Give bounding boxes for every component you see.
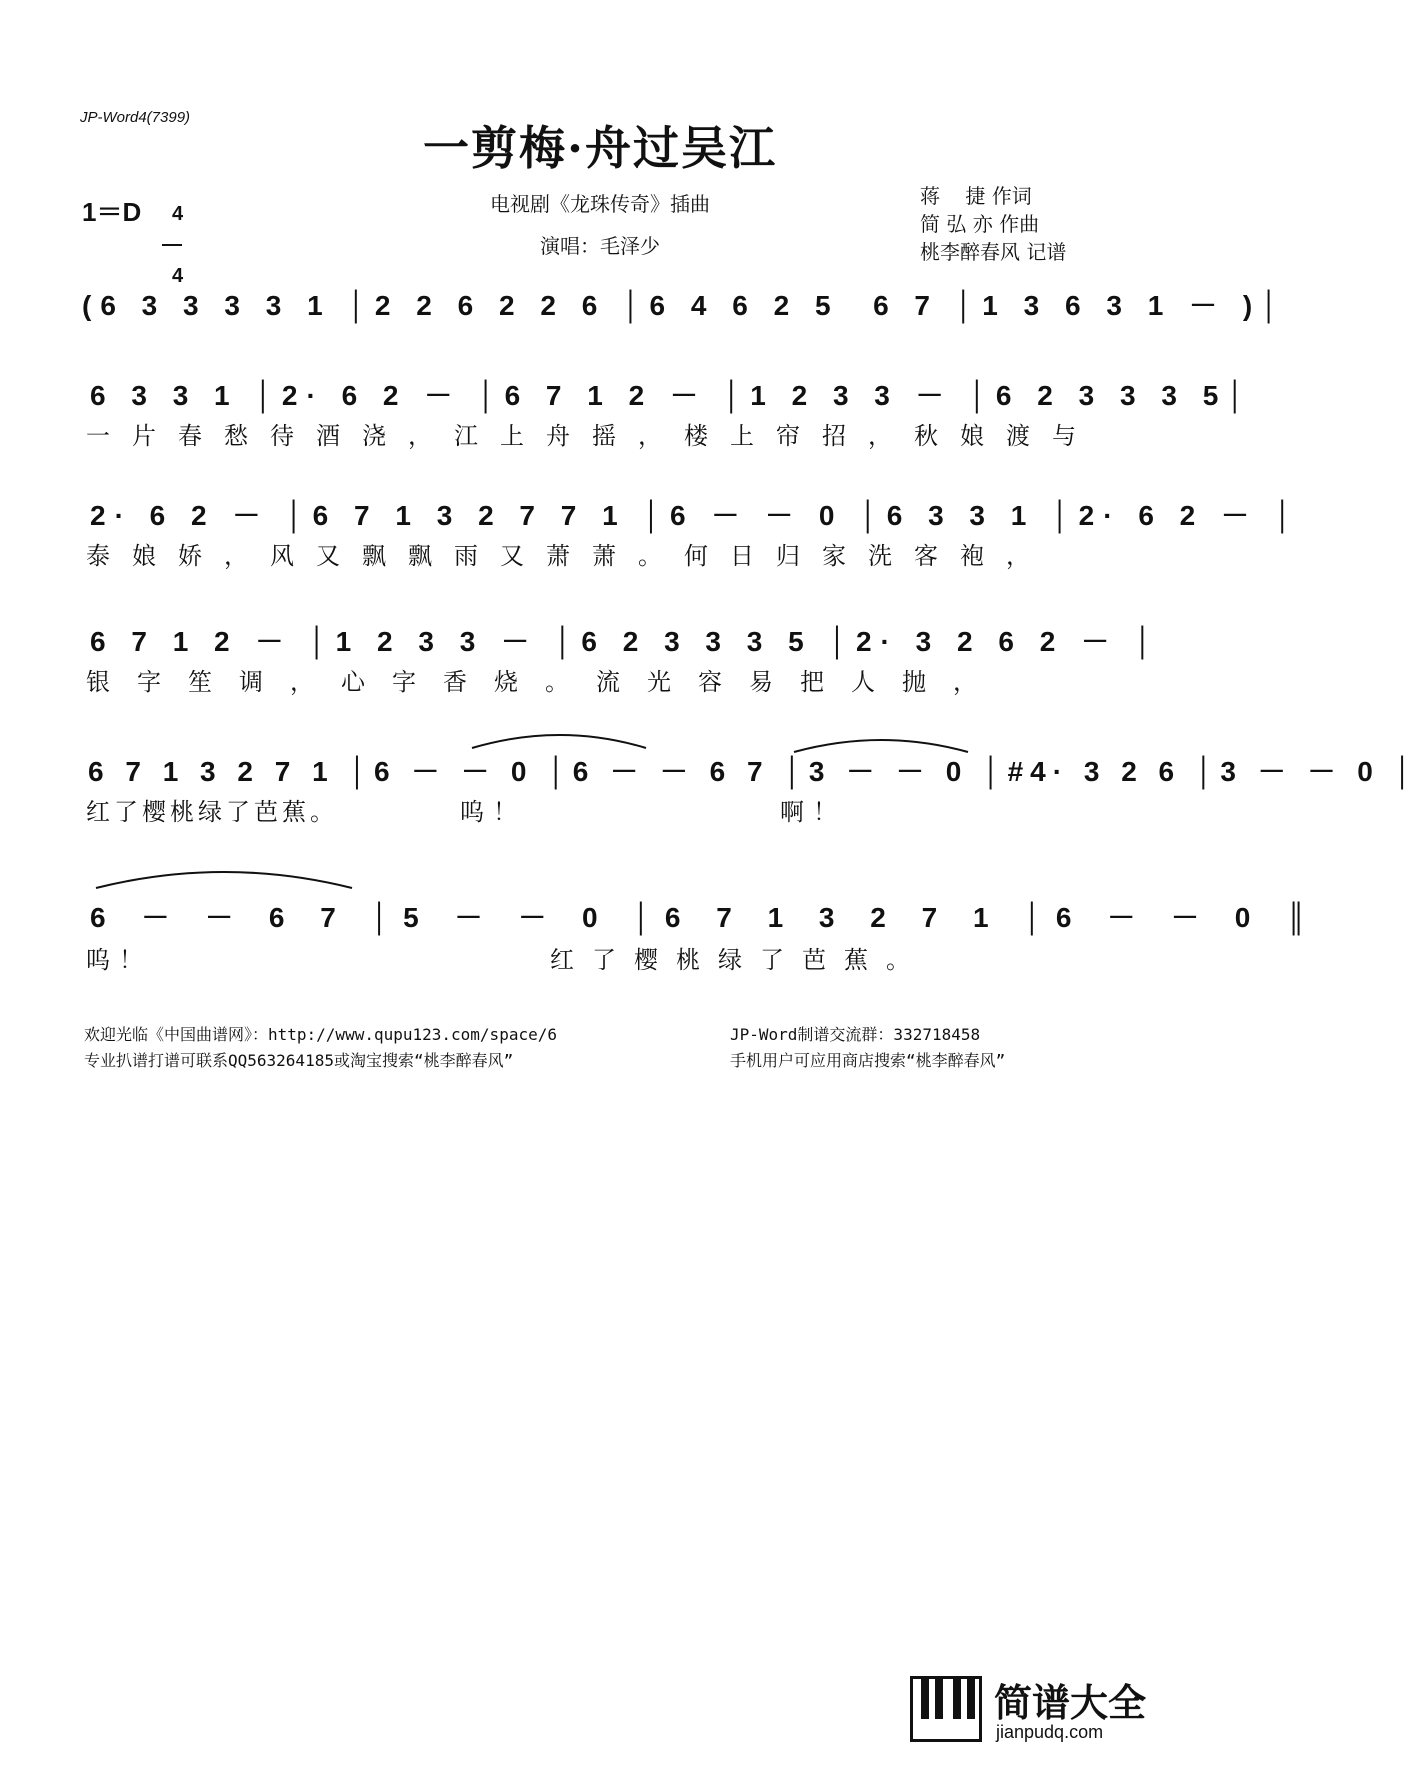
footer-group: JP-Word制谱交流群：332718458 — [730, 1025, 981, 1044]
footer-contact: 专业扒谱打谱可联系QQ563264185或淘宝搜索“桃李醉春风” — [84, 1051, 514, 1070]
slur-line-5-a — [470, 730, 650, 750]
transcriber-credit: 桃李醉春风 记谱 — [920, 240, 1067, 264]
slur-line-5-b — [792, 734, 970, 754]
key-signature: 1＝D — [82, 197, 142, 227]
time-bottom: 4 — [172, 265, 184, 287]
logo-brand: 简谱大全 — [994, 1681, 1147, 1725]
logo-url: jianpudq.com — [996, 1722, 1104, 1742]
subtitle: 电视剧《龙珠传奇》插曲 — [490, 192, 710, 216]
score-line-2-lyrics: 一片春愁待酒浇，江上舟摇，楼上帘招，秋娘渡与 — [86, 422, 1098, 450]
score-line-3-notes: 2· 6 2 － │6 7 1 3 2 7 7 1 │6 － － 0 │6 3 3 1 │2· 6 2 － │ — [90, 500, 1302, 531]
version-label: JP-Word4(7399) — [80, 109, 191, 126]
score-line-2-notes: 6 3 3 1 │2· 6 2 － │6 7 1 2 － │1 2 3 3 － │6 2 3 3 3 5│ — [90, 380, 1254, 411]
score-line-1-notes: (6 3 3 3 3 1 │2 2 6 2 2 6 │6 4 6 2 5 6 7 │1 3 6 3 1 － )│ — [82, 290, 1288, 321]
score-line-6-lyrics-b: 红了樱桃绿了芭蕉。 — [550, 946, 928, 974]
score-line-6-notes: 6 － － 6 7 │5 － － 0 │6 7 1 3 2 7 1 │6 － － 0 ║ — [90, 902, 1320, 933]
lyricist-credit: 蒋 捷 作词 — [920, 184, 1032, 208]
time-top: 4 — [172, 203, 184, 225]
piano-keys-icon — [910, 1676, 982, 1742]
singer: 演唱：毛泽少 — [540, 234, 660, 258]
site-logo — [910, 1672, 1170, 1750]
score-line-6-lyrics-a: 呜！ — [86, 946, 152, 974]
composer-credit: 简 弘 亦 作曲 — [920, 212, 1040, 236]
score-line-4-lyrics: 银字笙调，心字香烧。流光容易把人抛， — [86, 668, 1004, 696]
score-line-4-notes: 6 7 1 2 － │1 2 3 3 － │6 2 3 3 3 5 │2· 3 2 6 2 － │ — [90, 626, 1162, 657]
score-line-5-notes: 6 7 1 3 2 7 1 │6 － － 0 │6 － － 6 7 │3 － － 0 │#4· 3 2 6 │3 － － 0 │ — [88, 756, 1419, 787]
score-line-5-lyrics-c: 啊！ — [780, 798, 846, 826]
score-line-5-lyrics-a: 红了樱桃绿了芭蕉。 — [86, 798, 338, 826]
song-title: 一剪梅·舟过吴江 — [422, 121, 777, 175]
footer-app: 手机用户可应用商店搜索“桃李醉春风” — [730, 1051, 1006, 1070]
score-line-3-lyrics: 泰娘娇，风又飘飘雨又萧萧。何日归家洗客袍， — [86, 542, 1052, 570]
slur-line-6 — [94, 866, 354, 890]
score-line-5-lyrics-b: 呜！ — [460, 798, 526, 826]
footer-website: 欢迎光临《中国曲谱网》：http://www.qupu123.com/space/6 — [84, 1025, 557, 1044]
